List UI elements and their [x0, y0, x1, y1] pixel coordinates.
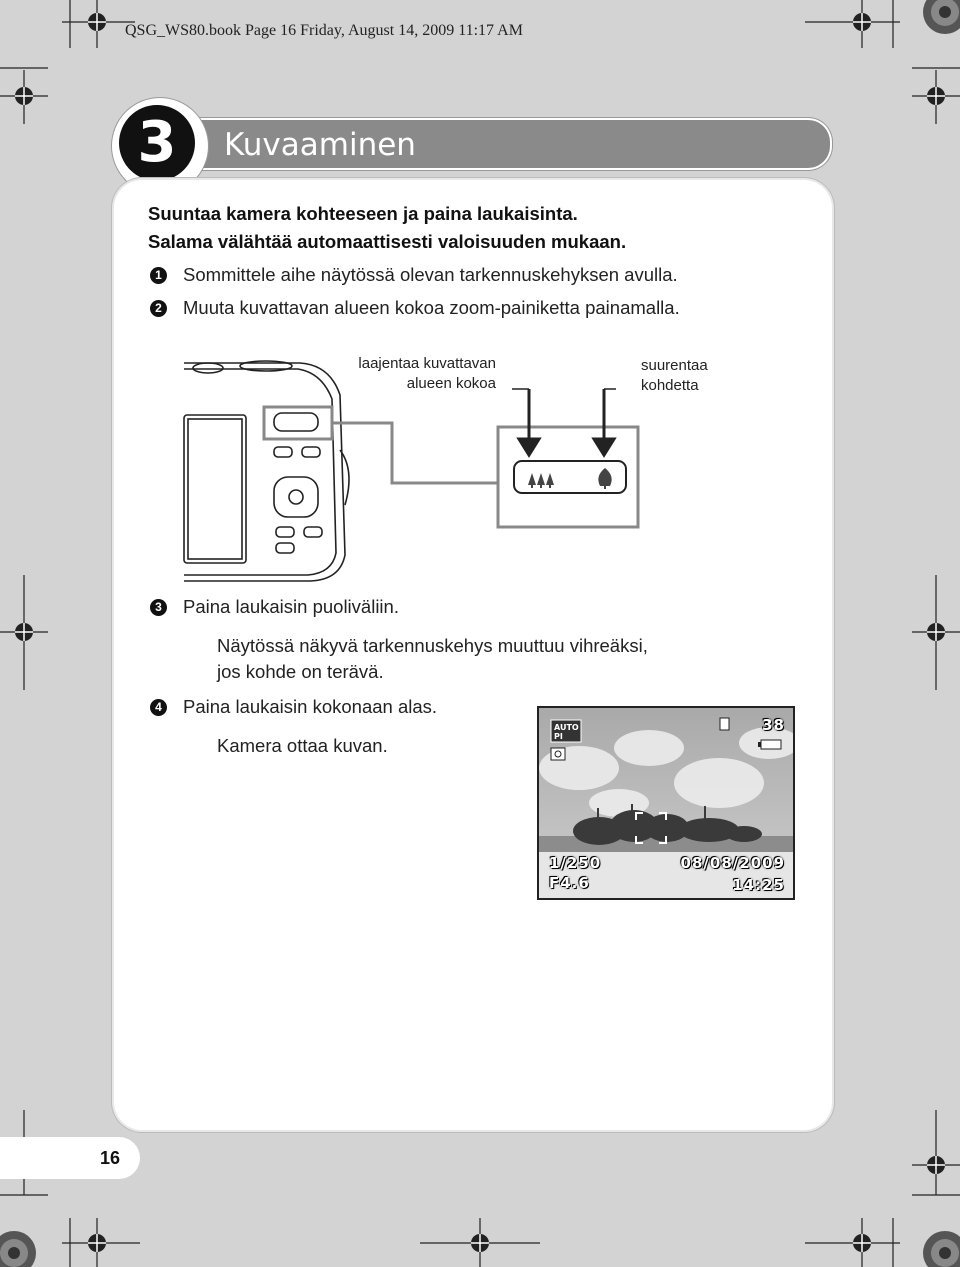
aperture-value: F4.6 [549, 874, 590, 892]
step-3-note-line-1: Näytössä näkyvä tarkennuskehys muuttuu vihreäksi, [217, 635, 648, 656]
step-text: Paina laukaisin kokonaan alas. [183, 696, 438, 717]
page-number-tab [0, 1137, 140, 1179]
intro-line-1: Suuntaa kamera kohteeseen ja paina laukaisinta. [148, 203, 578, 224]
book-info-header: QSG_WS80.book Page 16 Friday, August 14, 2009 11:17 AM [125, 22, 523, 39]
step-text: Muuta kuvattavan alueen kokoa zoom-painiketta painamalla. [183, 297, 680, 318]
camera-lcd-preview [537, 706, 795, 900]
battery-icon [758, 740, 781, 749]
step-text: Paina laukaisin puoliväliin. [183, 596, 399, 617]
step-1 [150, 264, 678, 286]
step-number-badge: 3 [150, 599, 167, 616]
wide-trees-icon [528, 473, 554, 488]
memory-card-icon [720, 718, 729, 730]
date-display: 08/08/2009 [680, 854, 785, 872]
step-3-note-line-2: jos kohde on terävä. [217, 661, 384, 682]
face-detection-icon [551, 748, 565, 760]
step-text: Sommittele aihe näytössä olevan tarkennuskehyksen avulla. [183, 264, 678, 285]
tele-zoom-label [641, 356, 708, 396]
step-3 [150, 596, 399, 618]
step-number-badge: 1 [150, 267, 167, 284]
step-4-note: Kamera ottaa kuvan. [217, 735, 388, 756]
svg-text:AUTO: AUTO [554, 723, 579, 732]
svg-text:PI: PI [554, 732, 563, 741]
step-2 [150, 297, 680, 319]
tele-zoom-label-line-2: kohdetta [641, 377, 699, 394]
wide-zoom-label-line-1: laajentaa kuvattavan [358, 355, 496, 372]
intro-line-2: Salama välähtää automaattisesti valoisuuden mukaan. [148, 231, 627, 252]
step-number-badge: 2 [150, 300, 167, 317]
auto-picture-icon [551, 720, 581, 742]
chapter-title: Kuvaaminen [224, 127, 416, 163]
page-number: 16 [100, 1148, 121, 1168]
step-3-note [217, 633, 648, 685]
tele-zoom-label-line-1: suurentaa [641, 357, 708, 374]
chapter-number: 3 [119, 105, 195, 181]
step-number-badge: 4 [150, 699, 167, 716]
shutter-speed: 1/250 [549, 854, 602, 872]
wide-zoom-label-line-2: alueen kokoa [406, 375, 496, 392]
shots-remaining: 38 [762, 716, 785, 734]
chapter-title-bar [196, 118, 832, 170]
step-4 [150, 696, 437, 718]
wide-zoom-label [340, 354, 496, 394]
time-display: 14:25 [732, 876, 785, 894]
